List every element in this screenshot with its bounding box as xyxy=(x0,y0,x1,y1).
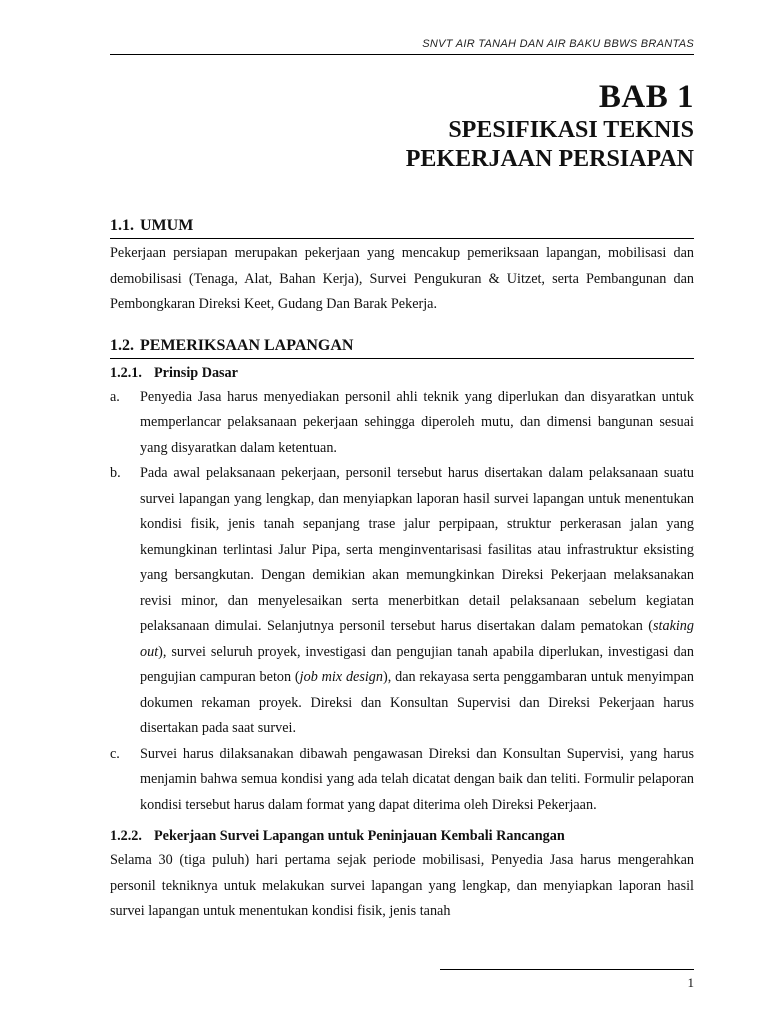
subsection-number: 1.2.2. xyxy=(110,828,142,844)
list-item-b xyxy=(110,461,694,742)
section-1-1-paragraph: Pekerjaan persiapan merupakan pekerjaan yang mencakup pemeriksaan lapangan, mobilisasi dan demobilisasi (Tenaga, Alat, Bahan Kerja), Survei Pengukuran & Uitzet, serta Pembangunan dan Pembongkaran Direksi Keet, Gudang Dan Barak Pekerja. xyxy=(110,245,694,312)
section-heading-1-1 xyxy=(110,216,694,239)
document-body xyxy=(110,216,694,925)
subsection-title: Pekerjaan Survei Lapangan untuk Peninjauan Kembali Rancangan xyxy=(154,828,565,844)
list-item-c xyxy=(110,742,694,819)
list-marker: a. xyxy=(110,388,120,405)
italic-term: staking out xyxy=(140,618,694,660)
list-marker: c. xyxy=(110,745,120,762)
list-marker: b. xyxy=(110,465,121,481)
subsection-1-2-2-paragraph: Selama 30 (tiga puluh) hari pertama sejak periode mobilisasi, Penyedia Jasa harus mengerahkan personil tekniknya untuk melakukan survei lapangan yang lengkap, dan menyiapkan laporan hasil survei lapangan untuk menentukan kondisi fisik, jenis tanah xyxy=(110,852,694,919)
section-title: UMUM xyxy=(140,217,194,234)
running-header: SNVT AIR TANAH DAN AIR BAKU BBWS BRANTAS xyxy=(422,38,694,50)
chapter-title-line-1: SPESIFIKASI TEKNIS xyxy=(448,117,694,143)
list-item-text: ), survei seluruh proyek, investigasi dan pengujian tanah apabila diperlukan, investigasi dan pengujian campuran beton ( xyxy=(140,643,694,685)
chapter-title-block xyxy=(110,78,694,174)
chapter-title-line-2: PEKERJAAN PERSIAPAN xyxy=(405,146,694,172)
section-number: 1.1. xyxy=(110,217,134,234)
list-item-text: Pada awal pelaksanaan pekerjaan, personil tersebut harus disertakan dalam pelaksanaan suatu survei lapangan yang lengkap, dan menyiapkan laporan hasil survei lapangan untuk menentukan kondisi fisik, jenis tanah sepanjang trase jalur perpipaan, struktur perkerasan jalan yang kemungkinan terlintasi Jalur Pipa, serta menginventarisasi fasilitas atau infrastruktur eksisting yang bersangkutan. Dengan demikian akan memungkinkan Direksi Pekerjaan melaksanakan revisi minor, dan menyelesaikan serta menerbitkan detail pelaksanaan sebelum kegiatan pelaksanaan dimulai. Selanjutnya personil tersebut harus disertakan dalam pematokan ( xyxy=(140,465,694,634)
subsection-number: 1.2.1. xyxy=(110,364,142,381)
page-number: 1 xyxy=(687,975,694,990)
section-title: PEMERIKSAAN LAPANGAN xyxy=(140,336,354,354)
header-rule xyxy=(110,54,694,55)
subsection-heading-1-2-1 xyxy=(110,361,694,385)
list-item-text: Penyedia Jasa harus menyediakan personil ahli teknik yang diperlukan dan disyaratkan untuk memperlancar pelaksanaan pekerjaan sehingga diperoleh mutu, dan dimensi bangunan sesuai yang disyaratkan dalam ketentuan. xyxy=(140,388,694,456)
subsection-heading-1-2-2 xyxy=(110,824,694,848)
italic-term: job mix design xyxy=(299,669,383,685)
footer-rule xyxy=(440,969,694,970)
list-item-a xyxy=(110,385,694,462)
list-item-text: ), dan rekayasa serta penggambaran untuk menyimpan dokumen rekaman proyek. Direksi dan Konsultan Supervisi dan Direksi Pekerjaan harus disertakan pada saat survei. xyxy=(140,669,695,736)
subsection-title: Prinsip Dasar xyxy=(154,364,238,381)
chapter-number: BAB 1 xyxy=(598,79,694,115)
section-heading-1-2 xyxy=(110,336,694,359)
list-item-text: Survei harus dilaksanakan dibawah pengawasan Direksi dan Konsultan Supervisi, yang harus menjamin bahwa semua kondisi yang ada telah dicatat dengan baik dan teliti. Formulir pelaporan kondisi tersebut harus dalam format yang dapat diterima oleh Direksi Pekerjaan. xyxy=(140,745,694,813)
section-number: 1.2. xyxy=(110,336,134,354)
